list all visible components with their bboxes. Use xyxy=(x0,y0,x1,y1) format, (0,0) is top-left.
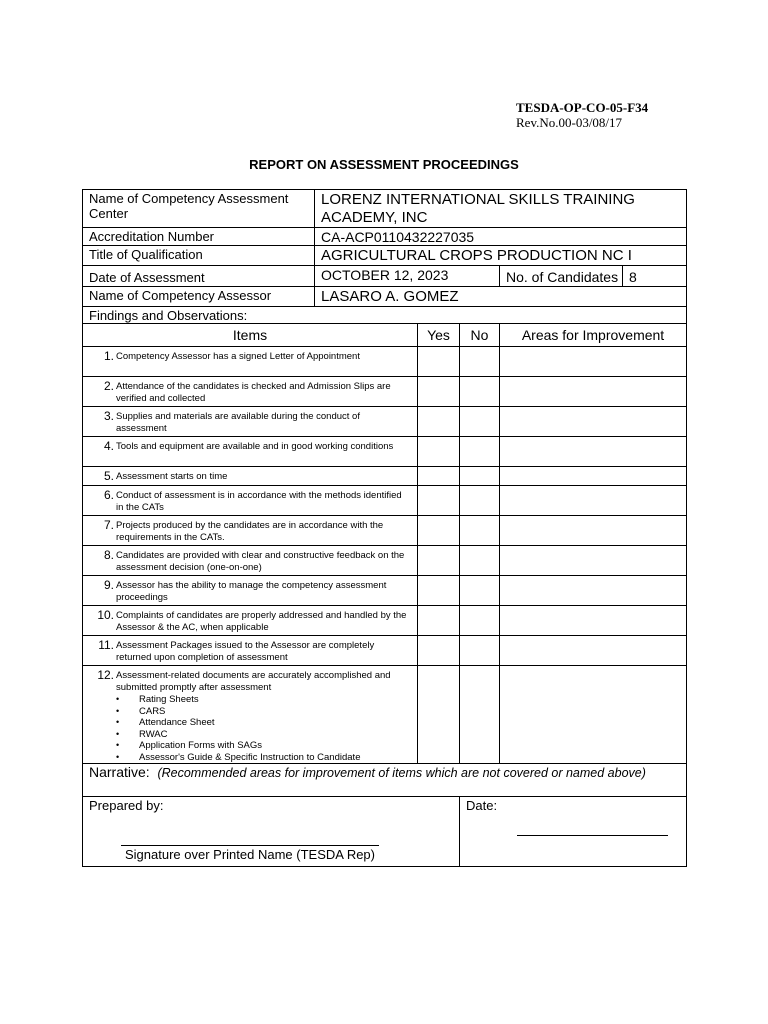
improvement-header: Areas for Improvement xyxy=(500,324,687,347)
item-number: 6. xyxy=(103,488,114,502)
improvement-cell[interactable] xyxy=(500,546,687,576)
item-cell xyxy=(83,407,418,437)
improvement-cell[interactable] xyxy=(500,347,687,377)
improvement-cell[interactable] xyxy=(500,377,687,407)
list-item: • Assessor's Guide & Specific Instruction to Candidate xyxy=(139,752,411,764)
item-text: Assessment-related documents are accurately accomplished and submitted promptly after assessment xyxy=(116,670,391,693)
no-cell[interactable] xyxy=(460,666,500,764)
item-text: Assessment Packages issued to the Assessor are completely returned upon completion of assessment xyxy=(116,640,375,663)
assessor-label: Name of Competency Assessor xyxy=(83,287,315,307)
item-text: Conduct of assessment is in accordance with the methods identified in the CATs xyxy=(116,490,402,513)
item-text: Projects produced by the candidates are in accordance with the requirements in the CATs. xyxy=(116,520,384,543)
document-code: TESDA-OP-CO-05-F34 xyxy=(516,100,649,115)
item-cell xyxy=(83,516,418,546)
date-cell[interactable] xyxy=(460,797,687,867)
table-row xyxy=(83,467,687,486)
table-row xyxy=(83,347,687,377)
list-item: • Attendance Sheet xyxy=(139,717,411,729)
item-number: 11. xyxy=(98,638,114,652)
yes-cell[interactable] xyxy=(418,486,460,516)
yes-cell[interactable] xyxy=(418,377,460,407)
item-number: 10. xyxy=(97,608,114,622)
table-row xyxy=(83,606,687,636)
yes-cell[interactable] xyxy=(418,666,460,764)
table-row xyxy=(83,516,687,546)
date-value: OCTOBER 12, 2023 xyxy=(315,266,500,287)
revision-number: Rev.No.00-03/08/17 xyxy=(516,115,623,130)
item-text: Complaints of candidates are properly addressed and handled by the Assessor & the AC, when applicable xyxy=(116,610,407,633)
prepared-by-label: Prepared by: xyxy=(89,798,164,813)
item-cell xyxy=(83,576,418,606)
table-row xyxy=(83,576,687,606)
item-cell xyxy=(83,606,418,636)
table-row xyxy=(83,407,687,437)
item-text: Tools and equipment are available and in good working conditions xyxy=(116,441,394,452)
document-code-block xyxy=(516,100,648,130)
item-text: Competency Assessor has a signed Letter of Appointment xyxy=(116,351,360,362)
narrative-label: Narrative: xyxy=(89,764,150,780)
yes-cell[interactable] xyxy=(418,516,460,546)
center-value: LORENZ INTERNATIONAL SKILLS TRAINING ACADEMY, INC xyxy=(315,190,687,228)
no-header: No xyxy=(460,324,500,347)
assessment-form xyxy=(82,189,687,867)
no-cell[interactable] xyxy=(460,606,500,636)
improvement-cell[interactable] xyxy=(500,486,687,516)
yes-cell[interactable] xyxy=(418,407,460,437)
item-cell xyxy=(83,437,418,467)
improvement-cell[interactable] xyxy=(500,437,687,467)
document-checklist xyxy=(116,694,411,763)
no-cell[interactable] xyxy=(460,437,500,467)
yes-cell[interactable] xyxy=(418,467,460,486)
item-text: Supplies and materials are available during the conduct of assessment xyxy=(116,411,360,434)
item-text: Assessor has the ability to manage the competency assessment proceedings xyxy=(116,580,387,603)
item-text: Assessment starts on time xyxy=(116,471,228,482)
item-cell xyxy=(83,666,418,764)
improvement-cell[interactable] xyxy=(500,576,687,606)
yes-cell[interactable] xyxy=(418,437,460,467)
improvement-cell[interactable] xyxy=(500,606,687,636)
qualification-label: Title of Qualification xyxy=(83,246,315,266)
item-number: 3. xyxy=(103,409,114,423)
date-label: Date of Assessment xyxy=(83,266,315,287)
improvement-cell[interactable] xyxy=(500,516,687,546)
improvement-cell[interactable] xyxy=(500,467,687,486)
items-header: Items xyxy=(83,324,418,347)
item-number: 9. xyxy=(103,578,114,592)
table-row xyxy=(83,437,687,467)
narrative-cell[interactable] xyxy=(83,764,687,797)
yes-cell[interactable] xyxy=(418,636,460,666)
yes-cell[interactable] xyxy=(418,576,460,606)
item-number: 12. xyxy=(97,668,114,682)
yes-header: Yes xyxy=(418,324,460,347)
item-number: 4. xyxy=(103,439,114,453)
narrative-note: (Recommended areas for improvement of items which are not covered or named above) xyxy=(157,766,646,780)
no-cell[interactable] xyxy=(460,546,500,576)
improvement-cell[interactable] xyxy=(500,666,687,764)
item-number: 5. xyxy=(103,469,114,483)
no-cell[interactable] xyxy=(460,347,500,377)
no-cell[interactable] xyxy=(460,516,500,546)
accreditation-value: CA-ACP0110432227035 xyxy=(315,228,687,246)
list-item: • CARS xyxy=(139,706,411,718)
no-cell[interactable] xyxy=(460,576,500,606)
item-number: 7. xyxy=(103,518,114,532)
findings-label: Findings and Observations: xyxy=(83,307,687,324)
item-text: Candidates are provided with clear and constructive feedback on the assessment decision (one-on-one) xyxy=(116,550,405,573)
no-cell[interactable] xyxy=(460,486,500,516)
report-title: REPORT ON ASSESSMENT PROCEEDINGS xyxy=(249,157,519,172)
item-cell xyxy=(83,546,418,576)
item-text: Attendance of the candidates is checked and Admission Slips are verified and collected xyxy=(116,381,391,404)
accreditation-label: Accreditation Number xyxy=(83,228,315,246)
table-row xyxy=(83,546,687,576)
assessor-value: LASARO A. GOMEZ xyxy=(315,287,687,307)
candidates-value: 8 xyxy=(623,266,687,287)
no-cell[interactable] xyxy=(460,407,500,437)
item-cell xyxy=(83,377,418,407)
signature-line xyxy=(121,845,379,846)
item-cell xyxy=(83,486,418,516)
yes-cell[interactable] xyxy=(418,606,460,636)
item-number: 2. xyxy=(103,379,114,393)
no-cell[interactable] xyxy=(460,467,500,486)
table-row xyxy=(83,377,687,407)
yes-cell[interactable] xyxy=(418,347,460,377)
improvement-cell[interactable] xyxy=(500,636,687,666)
list-item: • Rating Sheets xyxy=(139,694,411,706)
list-item: • RWAC xyxy=(139,729,411,741)
item-cell xyxy=(83,636,418,666)
prepared-by-cell[interactable] xyxy=(83,797,460,867)
no-cell[interactable] xyxy=(460,636,500,666)
item-number: 8. xyxy=(103,548,114,562)
table-row xyxy=(83,486,687,516)
qualification-value: AGRICULTURAL CROPS PRODUCTION NC I xyxy=(315,246,687,266)
center-label: Name of Competency Assessment Center xyxy=(83,190,315,228)
table-row xyxy=(83,666,687,764)
date-line xyxy=(517,835,668,836)
no-cell[interactable] xyxy=(460,377,500,407)
item-cell xyxy=(83,347,418,377)
item-number: 1. xyxy=(103,349,114,363)
improvement-cell[interactable] xyxy=(500,407,687,437)
date-field-label: Date: xyxy=(466,798,498,813)
signature-caption: Signature over Printed Name (TESDA Rep) xyxy=(125,847,375,862)
yes-cell[interactable] xyxy=(418,546,460,576)
item-cell xyxy=(83,467,418,486)
table-row xyxy=(83,636,687,666)
list-item: • Application Forms with SAGs xyxy=(139,740,411,752)
candidates-label: No. of Candidates xyxy=(500,266,623,287)
